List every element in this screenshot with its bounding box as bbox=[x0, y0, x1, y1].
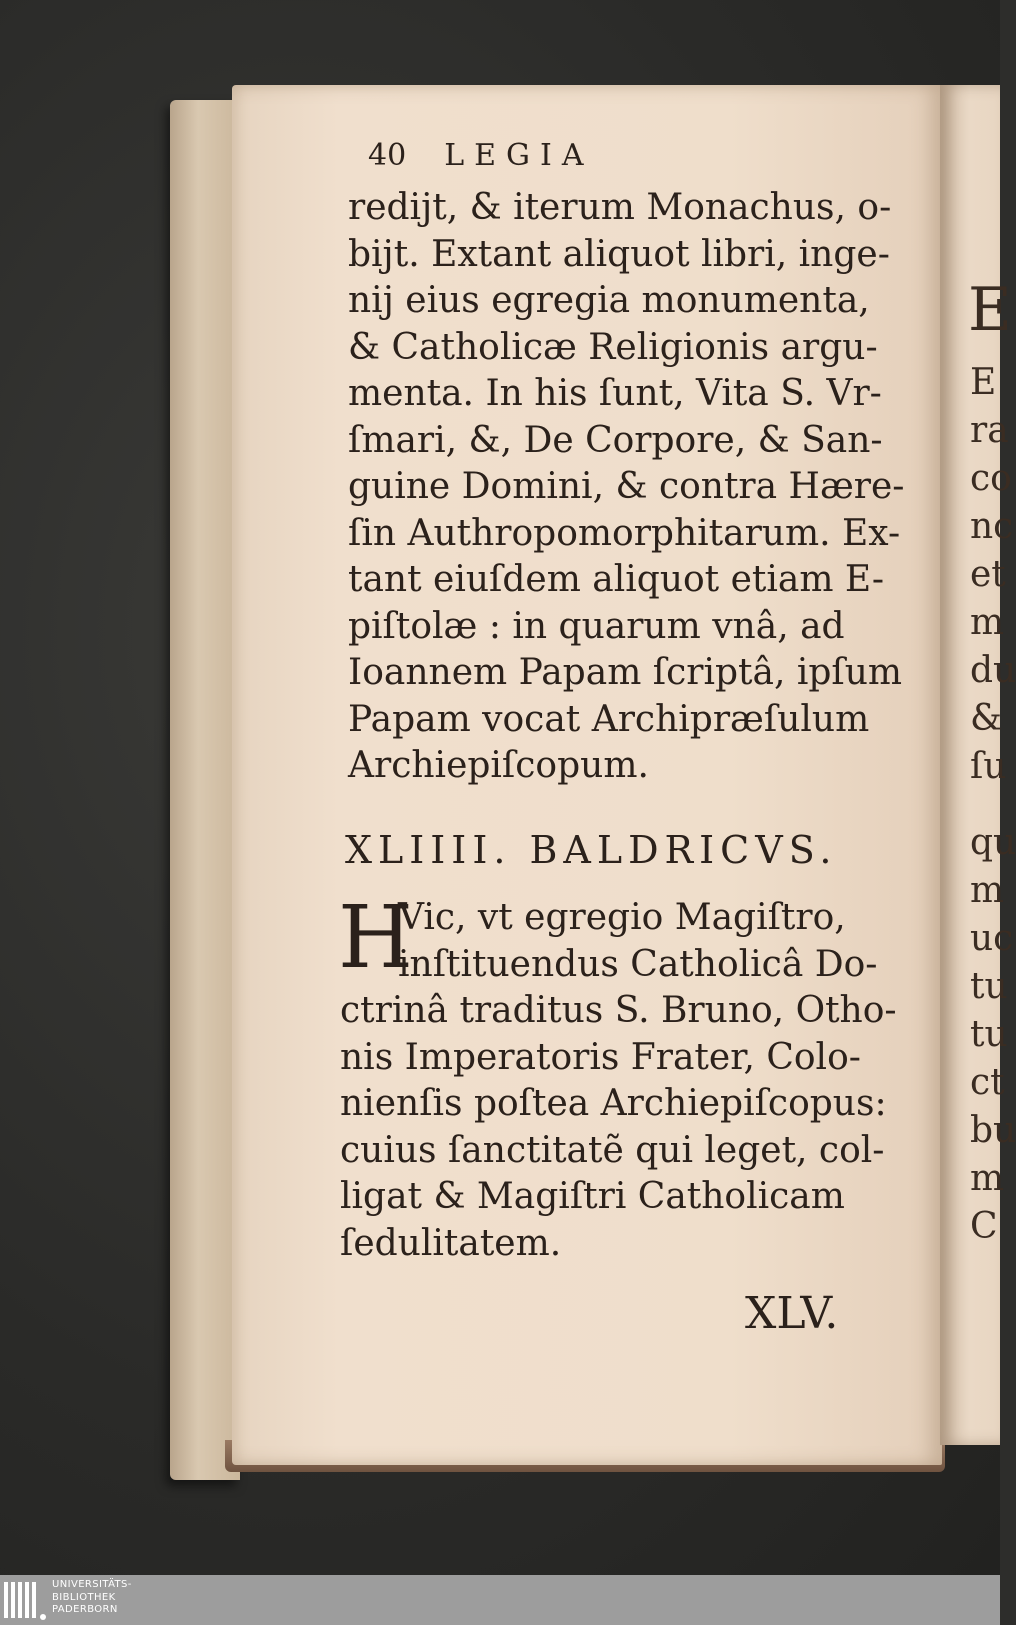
facing-page-text-fragment: bu bbox=[970, 1110, 1016, 1151]
facing-page-text-fragment: nc bbox=[970, 506, 1014, 547]
library-name bbox=[52, 1579, 132, 1617]
facing-page-text-fragment: C bbox=[970, 1206, 998, 1247]
text-line: cuius ſanctitatẽ qui leget, col- bbox=[340, 1129, 885, 1171]
text-line: nienſis poſtea Archiepiſcopus: bbox=[340, 1083, 887, 1124]
facing-page-initial: E bbox=[968, 275, 1012, 345]
facing-page-text-fragment: co bbox=[970, 458, 1012, 499]
facing-page-text-fragment: ct bbox=[970, 1062, 1005, 1103]
text-line: ctrinâ traditus S. Bruno, Otho- bbox=[340, 990, 897, 1031]
drop-capital: H bbox=[338, 888, 413, 988]
running-header bbox=[368, 138, 708, 178]
catchword: XLV. bbox=[745, 1288, 839, 1339]
facing-page-text-fragment: qu bbox=[970, 822, 1016, 863]
facing-page-text-fragment: tu bbox=[970, 1014, 1008, 1055]
library-line-1: UNIVERSITÄTS- bbox=[52, 1579, 132, 1590]
facing-page-text-fragment: uc bbox=[970, 918, 1014, 959]
text-line: nis Imperatoris Frater, Colo- bbox=[340, 1036, 861, 1078]
facing-page-text-fragment: et bbox=[970, 554, 1006, 595]
paragraph-2 bbox=[338, 888, 897, 1267]
section-heading: XLIIII. BALDRICVS. bbox=[345, 828, 838, 872]
text-line: redijt, & iterum Monachus, o- bbox=[348, 187, 892, 228]
text-line: ſedulitatem. bbox=[340, 1222, 562, 1264]
library-line-2: BIBLIOTHEK bbox=[52, 1591, 116, 1603]
library-line-3: PADERBORN bbox=[52, 1604, 118, 1615]
facing-page-text-fragment: ſu bbox=[970, 746, 1007, 787]
footer-bar bbox=[0, 1575, 1000, 1625]
text-line: tant eiuſdem aliquot etiam E- bbox=[348, 559, 885, 600]
facing-page-text-fragment: & bbox=[970, 698, 1003, 739]
text-line: bijt. Extant aliquot libri, inge- bbox=[348, 233, 890, 275]
facing-page-fragment bbox=[940, 85, 1016, 1445]
text-line: Papam vocat Archipræſulum bbox=[348, 698, 870, 740]
text-line: Ioannem Papam ſcriptâ, ipſum bbox=[348, 652, 903, 693]
text-line: ſin Authropomorphitarum. Ex- bbox=[348, 512, 901, 554]
text-line: piſtolæ : in quarum vnâ, ad bbox=[348, 605, 845, 647]
book-spine-edge bbox=[170, 100, 240, 1480]
running-title: LEGIA bbox=[444, 138, 594, 173]
text-line: ſmari, &, De Corpore, & San- bbox=[348, 419, 883, 461]
facing-page-text-fragment: tu bbox=[970, 966, 1008, 1007]
facing-page-text-fragment: m bbox=[970, 602, 1005, 643]
facing-page-text-fragment: m bbox=[970, 870, 1005, 911]
text-line: guine Domini, & contra Hære- bbox=[348, 466, 905, 507]
text-line: menta. In his ſunt, Vita S. Vr- bbox=[348, 373, 882, 414]
text-line: Archiepiſcopum. bbox=[348, 745, 649, 786]
text-line: ligat & Magiſtri Catholicam bbox=[340, 1176, 845, 1217]
text-line: inſtituendus Catholicâ Do- bbox=[398, 943, 878, 985]
page-number: 40 bbox=[368, 138, 407, 173]
facing-page-text-fragment: E bbox=[970, 362, 997, 403]
facing-page-text-fragment: du bbox=[970, 650, 1016, 691]
facing-page-text-fragment: m bbox=[970, 1158, 1005, 1199]
paragraph-1 bbox=[348, 185, 905, 790]
library-logo-icon bbox=[0, 1578, 46, 1622]
text-line: & Catholicæ Religionis argu- bbox=[348, 326, 878, 368]
text-line: Vic, vt egregio Magiſtro, bbox=[398, 897, 846, 938]
text-line: nij eius egregia monumenta, bbox=[348, 280, 870, 321]
facing-page-text-fragment: ra bbox=[970, 410, 1009, 451]
